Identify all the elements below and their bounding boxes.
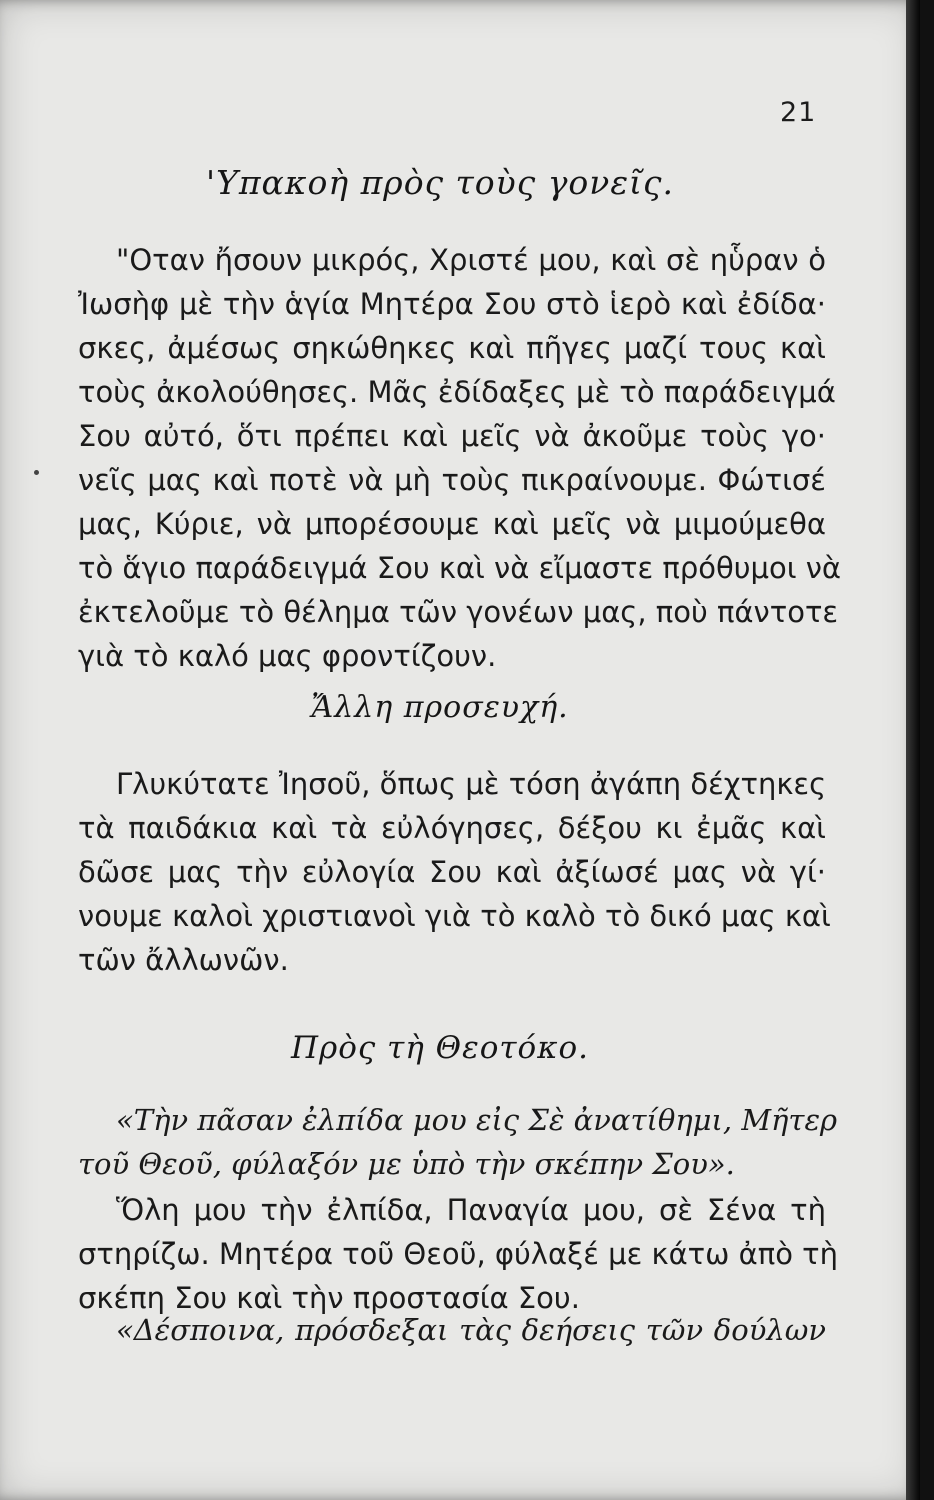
page-edge-shadow: [906, 0, 920, 1500]
text-line: τοὺς ἀκολούθησες. Μᾶς ἐδίδαξες μὲ τὸ παράδειγμά: [78, 375, 836, 409]
page-number: 21: [780, 97, 817, 128]
text-line: Ἰωσὴφ μὲ τὴν ἁγία Μητέρα Σου στὸ ἱερὸ καὶ ἐδίδα·: [78, 287, 826, 321]
text-line: τὰ παιδάκια καὶ τὰ εὐλόγησες, δέξου κι ἐμᾶς καὶ: [78, 811, 826, 845]
page-speck: [34, 470, 39, 475]
paragraph-another-prayer: [78, 762, 831, 982]
text-line: τὸ ἅγιο παράδειγμά Σου καὶ νὰ εἴμαστε πρόθυμοι νὰ: [78, 551, 842, 585]
text-line: Γλυκύτατε Ἰησοῦ, ὅπως μὲ τόση ἀγάπη δέχτηκες: [116, 767, 827, 801]
text-line: νεῖς μας καὶ ποτὲ νὰ μὴ τοὺς πικραίνουμε. Φώτισέ: [78, 463, 826, 497]
paragraph-quote: [78, 1098, 838, 1186]
heading-another-prayer: Ἄλλη προσευχή.: [311, 690, 569, 725]
paragraph-obedience: [78, 238, 842, 678]
text-line: στηρίζω. Μητέρα τοῦ Θεοῦ, φύλαξέ με κάτω ἀπὸ τὴ: [78, 1237, 839, 1271]
text-line-italic: τοῦ Θεοῦ, φύλαξόν με ὑπὸ τὴν σκέπην Σου».: [78, 1147, 735, 1181]
heading-to-theotokos: Πρὸς τὴ Θεοτόκο.: [290, 1030, 590, 1066]
text-line: μας, Κύριε, νὰ μπορέσουμε καὶ μεῖς νὰ μιμούμεθα: [78, 507, 826, 541]
text-line: Ὅλη μου τὴν ἐλπίδα, Παναγία μου, σὲ Σένα τὴ: [116, 1193, 826, 1227]
text-line-italic: «Τὴν πᾶσαν ἐλπίδα μου εἰς Σὲ ἀνατίθημι, Μῆτερ: [116, 1103, 838, 1137]
text-line: δῶσε μας τὴν εὐλογία Σου καὶ ἀξίωσέ μας νὰ γί·: [78, 855, 826, 889]
text-line-italic: «Δέσποινα, πρόσδεξαι τὰς δεήσεις τῶν δούλων: [116, 1313, 826, 1347]
text-line: σκες, ἀμέσως σηκώθηκες καὶ πῆγες μαζί τους καὶ: [78, 331, 826, 365]
paragraph-despoina: [78, 1308, 826, 1352]
heading-obedience-to-parents: 'Υπακοὴ πρὸς τοὺς γονεῖς.: [206, 163, 674, 202]
text-line: "Οταν ἤσουν μικρός, Χριστέ μου, καὶ σὲ ηὗραν ὁ: [116, 243, 826, 277]
text-line: νουμε καλοὶ χριστιανοὶ γιὰ τὸ καλὸ τὸ δικό μας καὶ: [78, 899, 831, 933]
paragraph-theotokos: [78, 1188, 839, 1320]
text-line: γιὰ τὸ καλό μας φροντίζουν.: [78, 639, 497, 673]
text-line: σκέπη Σου καὶ τὴν προστασία Σου.: [78, 1281, 580, 1315]
text-line: τῶν ἄλλωνῶν.: [78, 943, 289, 977]
text-line: Σου αὐτό, ὅτι πρέπει καὶ μεῖς νὰ ἀκοῦμε τοὺς γο·: [78, 419, 826, 453]
text-line: ἐκτελοῦμε τὸ θέλημα τῶν γονέων μας, ποὺ πάντοτε: [78, 595, 839, 629]
